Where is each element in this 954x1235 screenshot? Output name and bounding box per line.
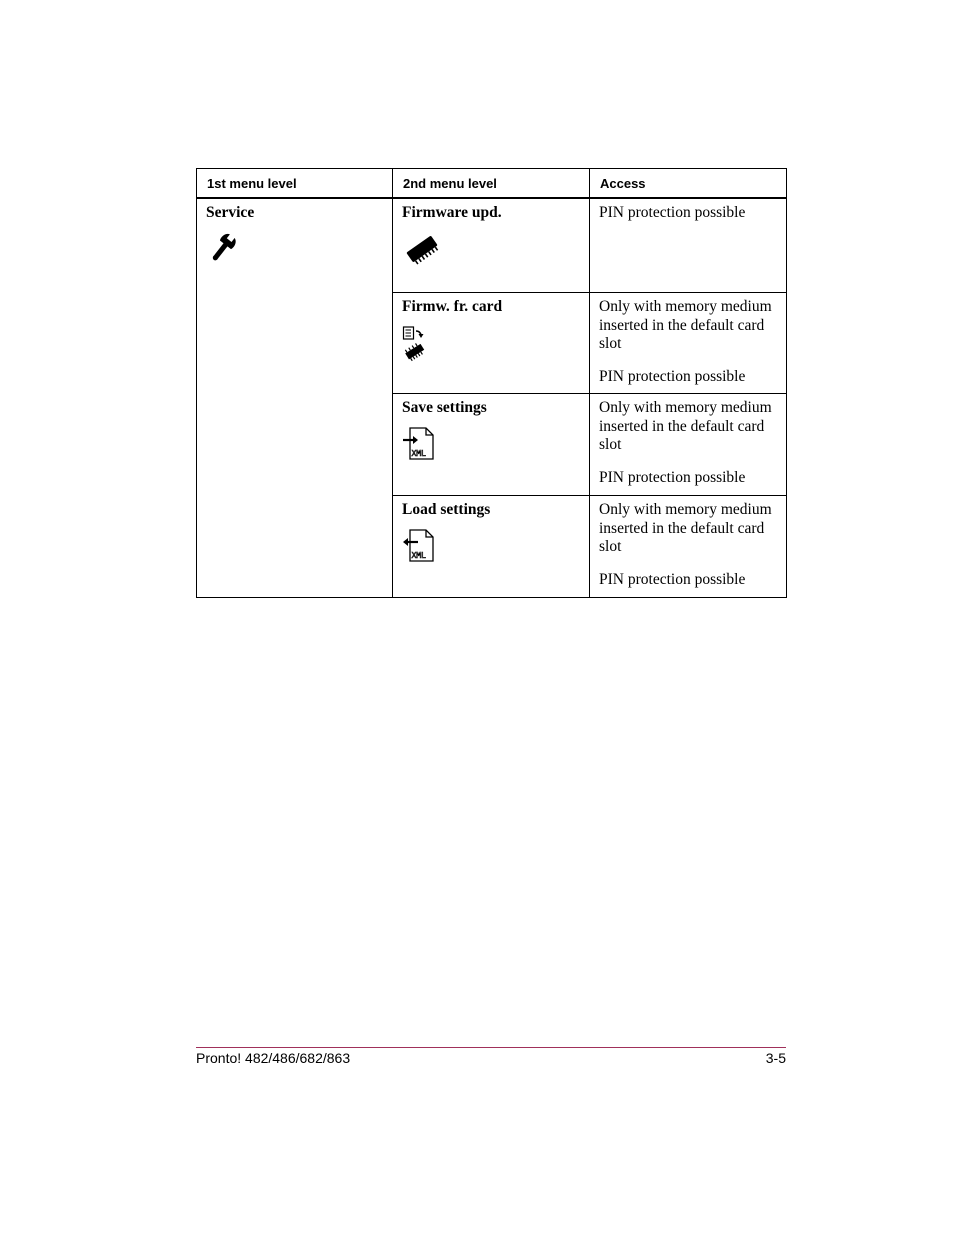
access-cell	[590, 496, 787, 598]
second-level-cell	[393, 496, 590, 598]
header-first-level: 1st menu level	[197, 169, 393, 199]
access-text: PIN protection possible	[599, 570, 746, 588]
second-level-label: Load settings	[402, 501, 491, 518]
footer-page-number: 3-5	[765, 1050, 786, 1066]
access-text: PIN protection possible	[599, 204, 746, 221]
chip-icon	[402, 231, 580, 273]
svg-text:XML: XML	[411, 448, 426, 458]
second-level-cell	[393, 293, 590, 394]
header-access: Access	[590, 169, 787, 199]
footer-divider	[196, 1047, 786, 1048]
second-level-cell	[393, 394, 590, 496]
card-to-chip-icon	[402, 325, 580, 371]
first-level-label: Service	[206, 204, 255, 221]
access-text: Only with memory medium inserted in the default card slot	[599, 399, 772, 453]
access-text: PIN protection possible	[599, 468, 746, 486]
access-text: Only with memory medium inserted in the default card slot	[599, 298, 772, 352]
access-text: Only with memory medium inserted in the default card slot	[599, 501, 772, 555]
wrench-icon	[206, 231, 383, 271]
second-level-label: Firmware upd.	[402, 204, 502, 221]
second-level-label: Save settings	[402, 399, 487, 416]
access-cell	[590, 293, 787, 394]
table-row	[197, 198, 787, 293]
access-text: PIN protection possible	[599, 367, 746, 385]
access-cell	[590, 394, 787, 496]
menu-table	[196, 168, 787, 598]
header-second-level: 2nd menu level	[393, 169, 590, 199]
second-level-label: Firmw. fr. card	[402, 298, 503, 315]
footer-product: Pronto! 482/486/682/863	[196, 1050, 351, 1066]
first-level-cell	[197, 198, 393, 598]
svg-text:XML: XML	[411, 550, 426, 560]
access-cell	[590, 198, 787, 293]
load-xml-icon	[402, 528, 580, 570]
second-level-cell	[393, 198, 590, 293]
save-xml-icon	[402, 426, 580, 468]
header-row	[197, 169, 787, 199]
